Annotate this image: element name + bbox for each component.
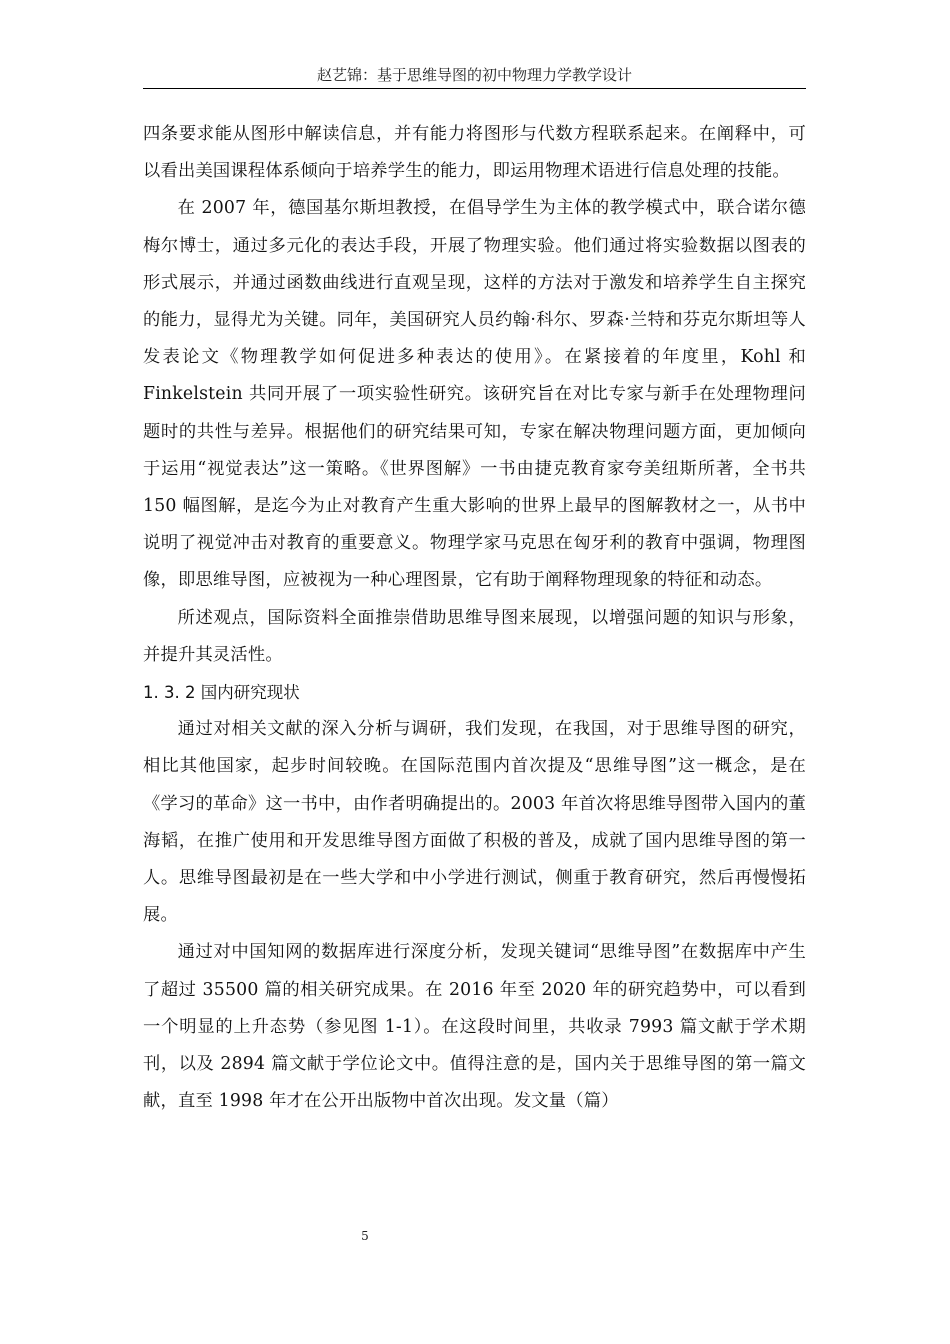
paragraph-germany-research: 在 2007 年，德国基尔斯坦教授，在倡导学生为主体的教学模式中，联合诺尔德梅尔博士，通过多元化的表达手段，开展了物理实验。他们通过将实验数据以图表的形式展示，并通过函数曲线进行直观呈现，这样的方法对于激发和培养学生自主探究的能力，显得尤为关键。同年，美国研究人员约翰·科尔、罗森·兰特和芬克尔斯坦等人发表论文《物理教学如何促进多种表达的使用》。在紧接着的年度里，Kohl 和 Finkelstein 共同开展了一项实验性研究。该研究旨在对比专家与新手在处理物理问题时的共性与差异。根据他们的研究结果可知，专家在解决物理问题方面，更加倾向于运用“视觉表达”这一策略。《世界图解》一书由捷克教育家夸美纽斯所著，全书共 150 幅图解，是迄今为止对教育产生重大影响的世界上最早的图解教材之一，从书中说明了视觉冲击对教育的重要意义。物理学家马克思在匈牙利的教育中强调，物理图像，即思维导图，应被视为一种心理图景，它有助于阐释物理现象的特征和动态。	[143, 198, 806, 591]
section-heading: 1. 3. 2 国内研究现状	[143, 683, 300, 703]
paragraph-continued: 四条要求能从图形中解读信息，并有能力将图形与代数方程联系起来。在阐释中，可以看出美国课程体系倾向于培养学生的能力，即运用物理术语进行信息处理的技能。	[143, 124, 806, 182]
header-rule	[143, 88, 806, 89]
page-number: 5	[361, 1229, 369, 1243]
running-header: 赵艺锦：基于思维导图的初中物理力学教学设计	[316, 66, 632, 84]
paragraph-summary: 所述观点，国际资料全面推崇借助思维导图来展现，以增强问题的知识与形象，并提升其灵活性。	[143, 607, 806, 665]
paragraph-domestic-research: 通过对相关文献的深入分析与调研，我们发现，在我国，对于思维导图的研究，相比其他国家，起步时间较晚。在国际范围内首次提及“思维导图”这一概念，是在《学习的革命》这一书中，由作者明确提出的。2003 年首次将思维导图带入国内的董海韬，在推广使用和开发思维导图方面做了积极的普及，成就了国内思维导图的第一人。思维导图最初是在一些大学和中小学进行测试，侧重于教育研究，然后再慢慢拓展。	[143, 719, 806, 926]
page-body	[143, 116, 806, 1120]
paragraph-cnki-analysis: 通过对中国知网的数据库进行深度分析，发现关键词“思维导图”在数据库中产生了超过 35500 篇的相关研究成果。在 2016 年至 2020 年的研究趋势中，可以看到一个明显的上升态势（参见图 1-1）。在这段时间里，共收录 7993 篇文献于学术期刊，以及 2894 篇文献于学位论文中。值得注意的是，国内关于思维导图的第一篇文献，直至 1998 年才在公开出版物中首次出现。发文量（篇）	[143, 942, 806, 1112]
